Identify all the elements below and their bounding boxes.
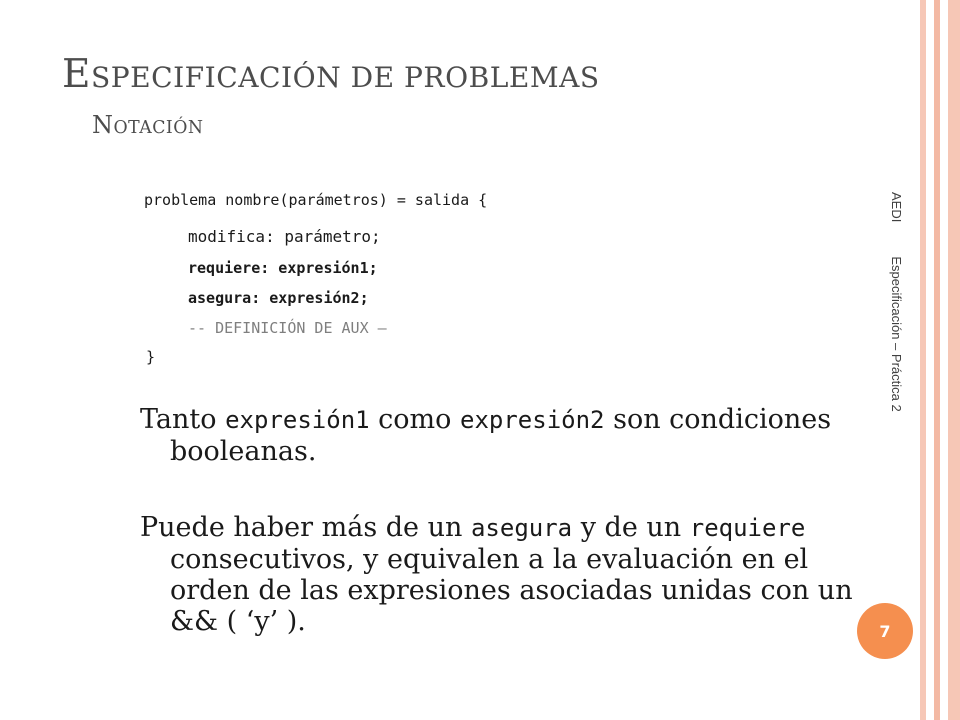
- code-line-comment: -- DEFINICIÓN DE AUX –: [188, 319, 387, 337]
- slide-title: [62, 52, 600, 101]
- page-number-badge: [857, 603, 913, 659]
- title-initial: E: [62, 52, 91, 97]
- subtitle-initial: N: [92, 111, 114, 139]
- page-number: 7: [879, 621, 891, 641]
- decorative-stripe: [926, 0, 934, 720]
- paragraph-consecutivos: Puede haber más de un asegura y de un requiere consecutivos, y equivalen a la evaluación en el orden de las expresiones asociadas unidas con un && ( ‘y’ ).: [140, 512, 853, 637]
- inline-code: requiere: [689, 514, 806, 542]
- decorative-stripe: [948, 0, 960, 720]
- slide-subtitle: [92, 110, 204, 143]
- title-rest: SPECIFICACIÓN DE PROBLEMAS: [90, 61, 600, 94]
- paragraph-booleanas: Tanto expresión1 como expresión2 son condiciones booleanas.: [140, 404, 832, 467]
- code-line-modifica: modifica: parámetro;: [188, 227, 381, 246]
- sidebar-footer-text: [889, 192, 904, 452]
- subtitle-rest: OTACIÓN: [113, 118, 204, 138]
- inline-code: expresión1: [225, 406, 370, 434]
- code-line-close: }: [146, 348, 156, 366]
- code-line-signature: problema nombre(parámetros) = salida {: [144, 191, 488, 209]
- topic-name: Especificación – Práctica 2: [889, 256, 904, 412]
- course-name: AEDI: [889, 192, 904, 223]
- inline-code: expresión2: [460, 406, 605, 434]
- inline-code: asegura: [470, 514, 573, 542]
- code-line-requiere: requiere: expresión1;: [188, 259, 378, 277]
- decorative-stripe: [940, 0, 948, 720]
- code-line-asegura: asegura: expresión2;: [188, 289, 369, 307]
